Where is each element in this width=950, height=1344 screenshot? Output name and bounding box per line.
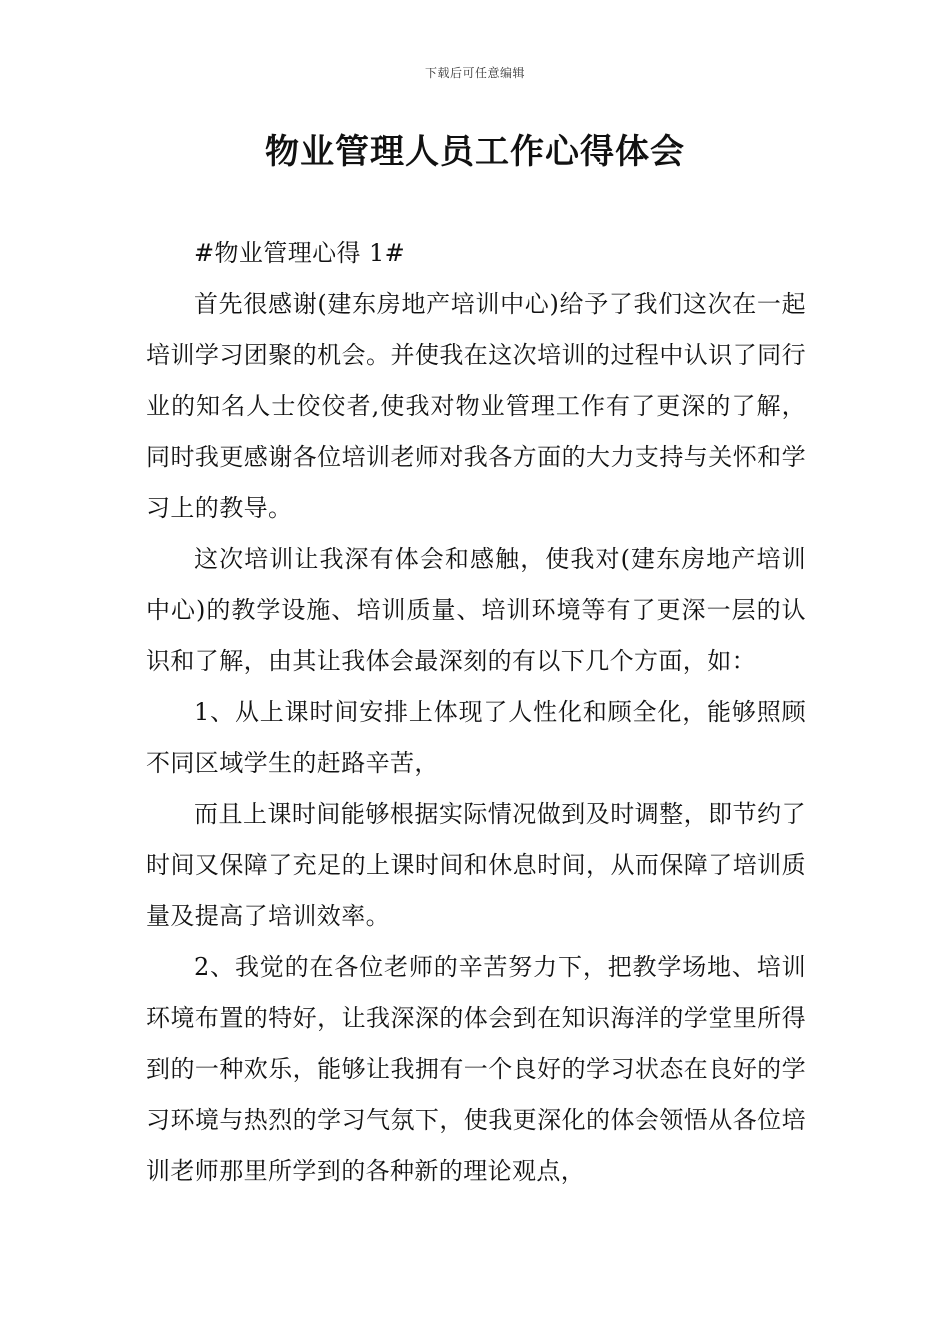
- paragraph: 2、我觉的在各位老师的辛苦努力下，把教学场地、培训环境布置的特好，让我深深的体会到在知识海洋的学堂里所得到的一种欢乐，能够让我拥有一个良好的学习状态在良好的学习环境与热烈的学习气氛下，使我更深化的体会领悟从各位培训老师那里所学到的各种新的理论观点，: [146, 953, 806, 1185]
- paragraph: 1、从上课时间安排上体现了人性化和顾全化，能够照顾不同区域学生的赶路辛苦，: [146, 698, 806, 777]
- document-title: 物业管理人员工作心得体会: [265, 132, 685, 172]
- section-heading: #物业管理心得 1#: [194, 239, 406, 267]
- paragraph: 这次培训让我深有体会和感触，使我对(建东房地产培训中心)的教学设施、培训质量、培训环境等有了更深一层的认识和了解，由其让我体会最深刻的有以下几个方面，如：: [146, 545, 806, 675]
- paragraph: 首先很感谢(建东房地产培训中心)给予了我们这次在一起培训学习团聚的机会。并使我在这次培训的过程中认识了同行业的知名人士佼佼者,使我对物业管理工作有了更深的了解，同时我更感谢各位培训老师对我各方面的大力支持与关怀和学习上的教导。: [146, 290, 806, 522]
- header-note: 下载后可任意编辑: [424, 66, 525, 80]
- paragraph: 而且上课时间能够根据实际情况做到及时调整，即节约了时间又保障了充足的上课时间和休息时间，从而保障了培训质量及提高了培训效率。: [146, 800, 806, 930]
- document-body: [146, 228, 806, 1197]
